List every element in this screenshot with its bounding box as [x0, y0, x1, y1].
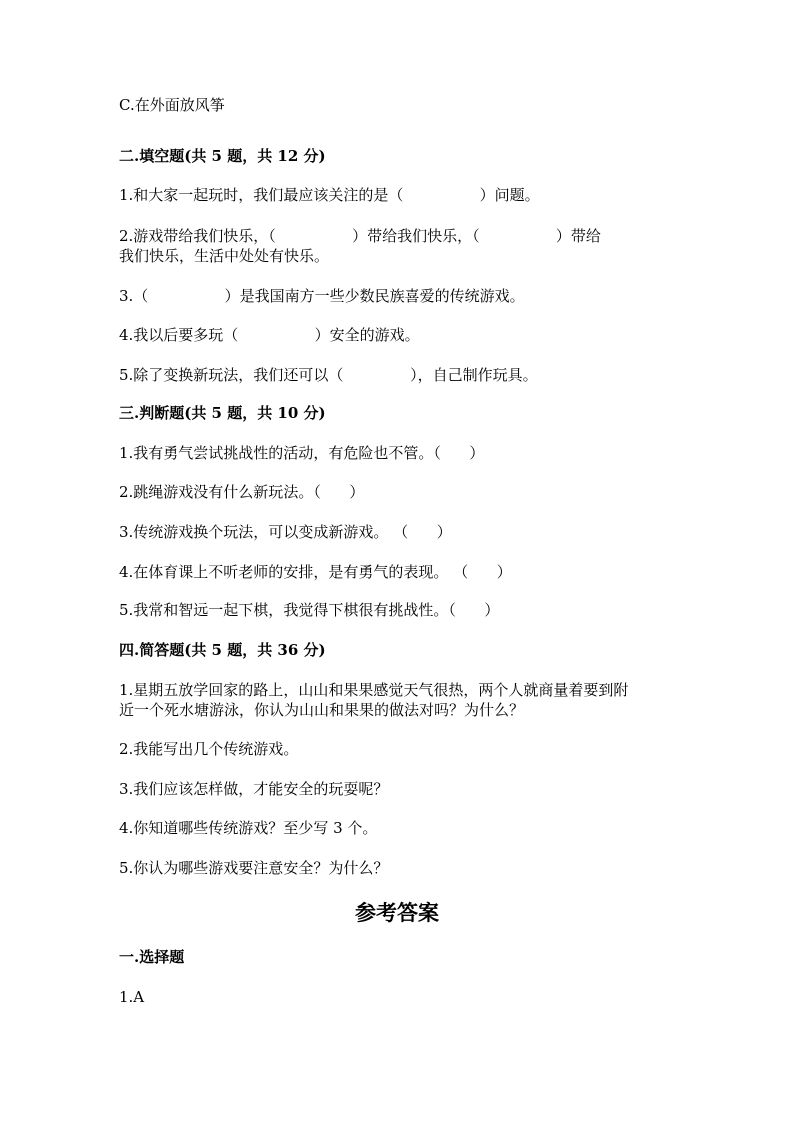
short-question-1-line1: 1.星期五放学回家的路上，山山和果果感觉天气很热，两个人就商量着要到附 — [119, 681, 629, 699]
answers-title: 参考答案 — [355, 900, 439, 925]
judge-question-4: 4.在体育课上不听老师的安排，是有勇气的表现。 （ ） — [119, 563, 512, 581]
short-question-1-line2: 近一个死水塘游泳，你认为山山和果果的做法对吗？为什么？ — [119, 701, 525, 719]
fill-question-1: 1.和大家一起玩时，我们最应该关注的是（ ）问题。 — [119, 186, 540, 204]
answer-1: 1.A — [119, 988, 145, 1006]
fill-question-2-line1: 2.游戏带给我们快乐，（ ）带给我们快乐，（ ）带给 — [119, 227, 601, 245]
fill-question-2-line2: 我们快乐，生活中处处有快乐。 — [119, 247, 330, 265]
short-question-2: 2.我能写出几个传统游戏。 — [119, 740, 299, 758]
answers-section1-heading: 一.选择题 — [119, 948, 185, 966]
section2-heading: 二.填空题(共 5 题，共 12 分) — [119, 147, 326, 165]
fill-question-4: 4.我以后要多玩（ ）安全的游戏。 — [119, 326, 420, 344]
section3-heading: 三.判断题(共 5 题，共 10 分) — [119, 404, 326, 422]
fill-question-3: 3.（ ）是我国南方一些少数民族喜爱的传统游戏。 — [119, 287, 525, 305]
short-question-4: 4.你知道哪些传统游戏？至少写 3 个。 — [119, 819, 378, 837]
option-c: C.在外面放风筝 — [119, 96, 225, 114]
judge-question-1: 1.我有勇气尝试挑战性的活动，有危险也不管。（ ） — [119, 444, 485, 462]
short-question-3: 3.我们应该怎样做，才能安全的玩耍呢？ — [119, 780, 389, 798]
judge-question-2: 2.跳绳游戏没有什么新玩法。（ ） — [119, 483, 365, 501]
judge-question-5: 5.我常和智远一起下棋，我觉得下棋很有挑战性。（ ） — [119, 601, 500, 619]
short-question-5: 5.你认为哪些游戏要注意安全？为什么？ — [119, 859, 389, 877]
judge-question-3: 3.传统游戏换个玩法，可以变成新游戏。 （ ） — [119, 523, 452, 541]
fill-question-5: 5.除了变换新玩法，我们还可以（ ），自己制作玩具。 — [119, 366, 538, 384]
section4-heading: 四.简答题(共 5 题，共 36 分) — [119, 641, 326, 659]
